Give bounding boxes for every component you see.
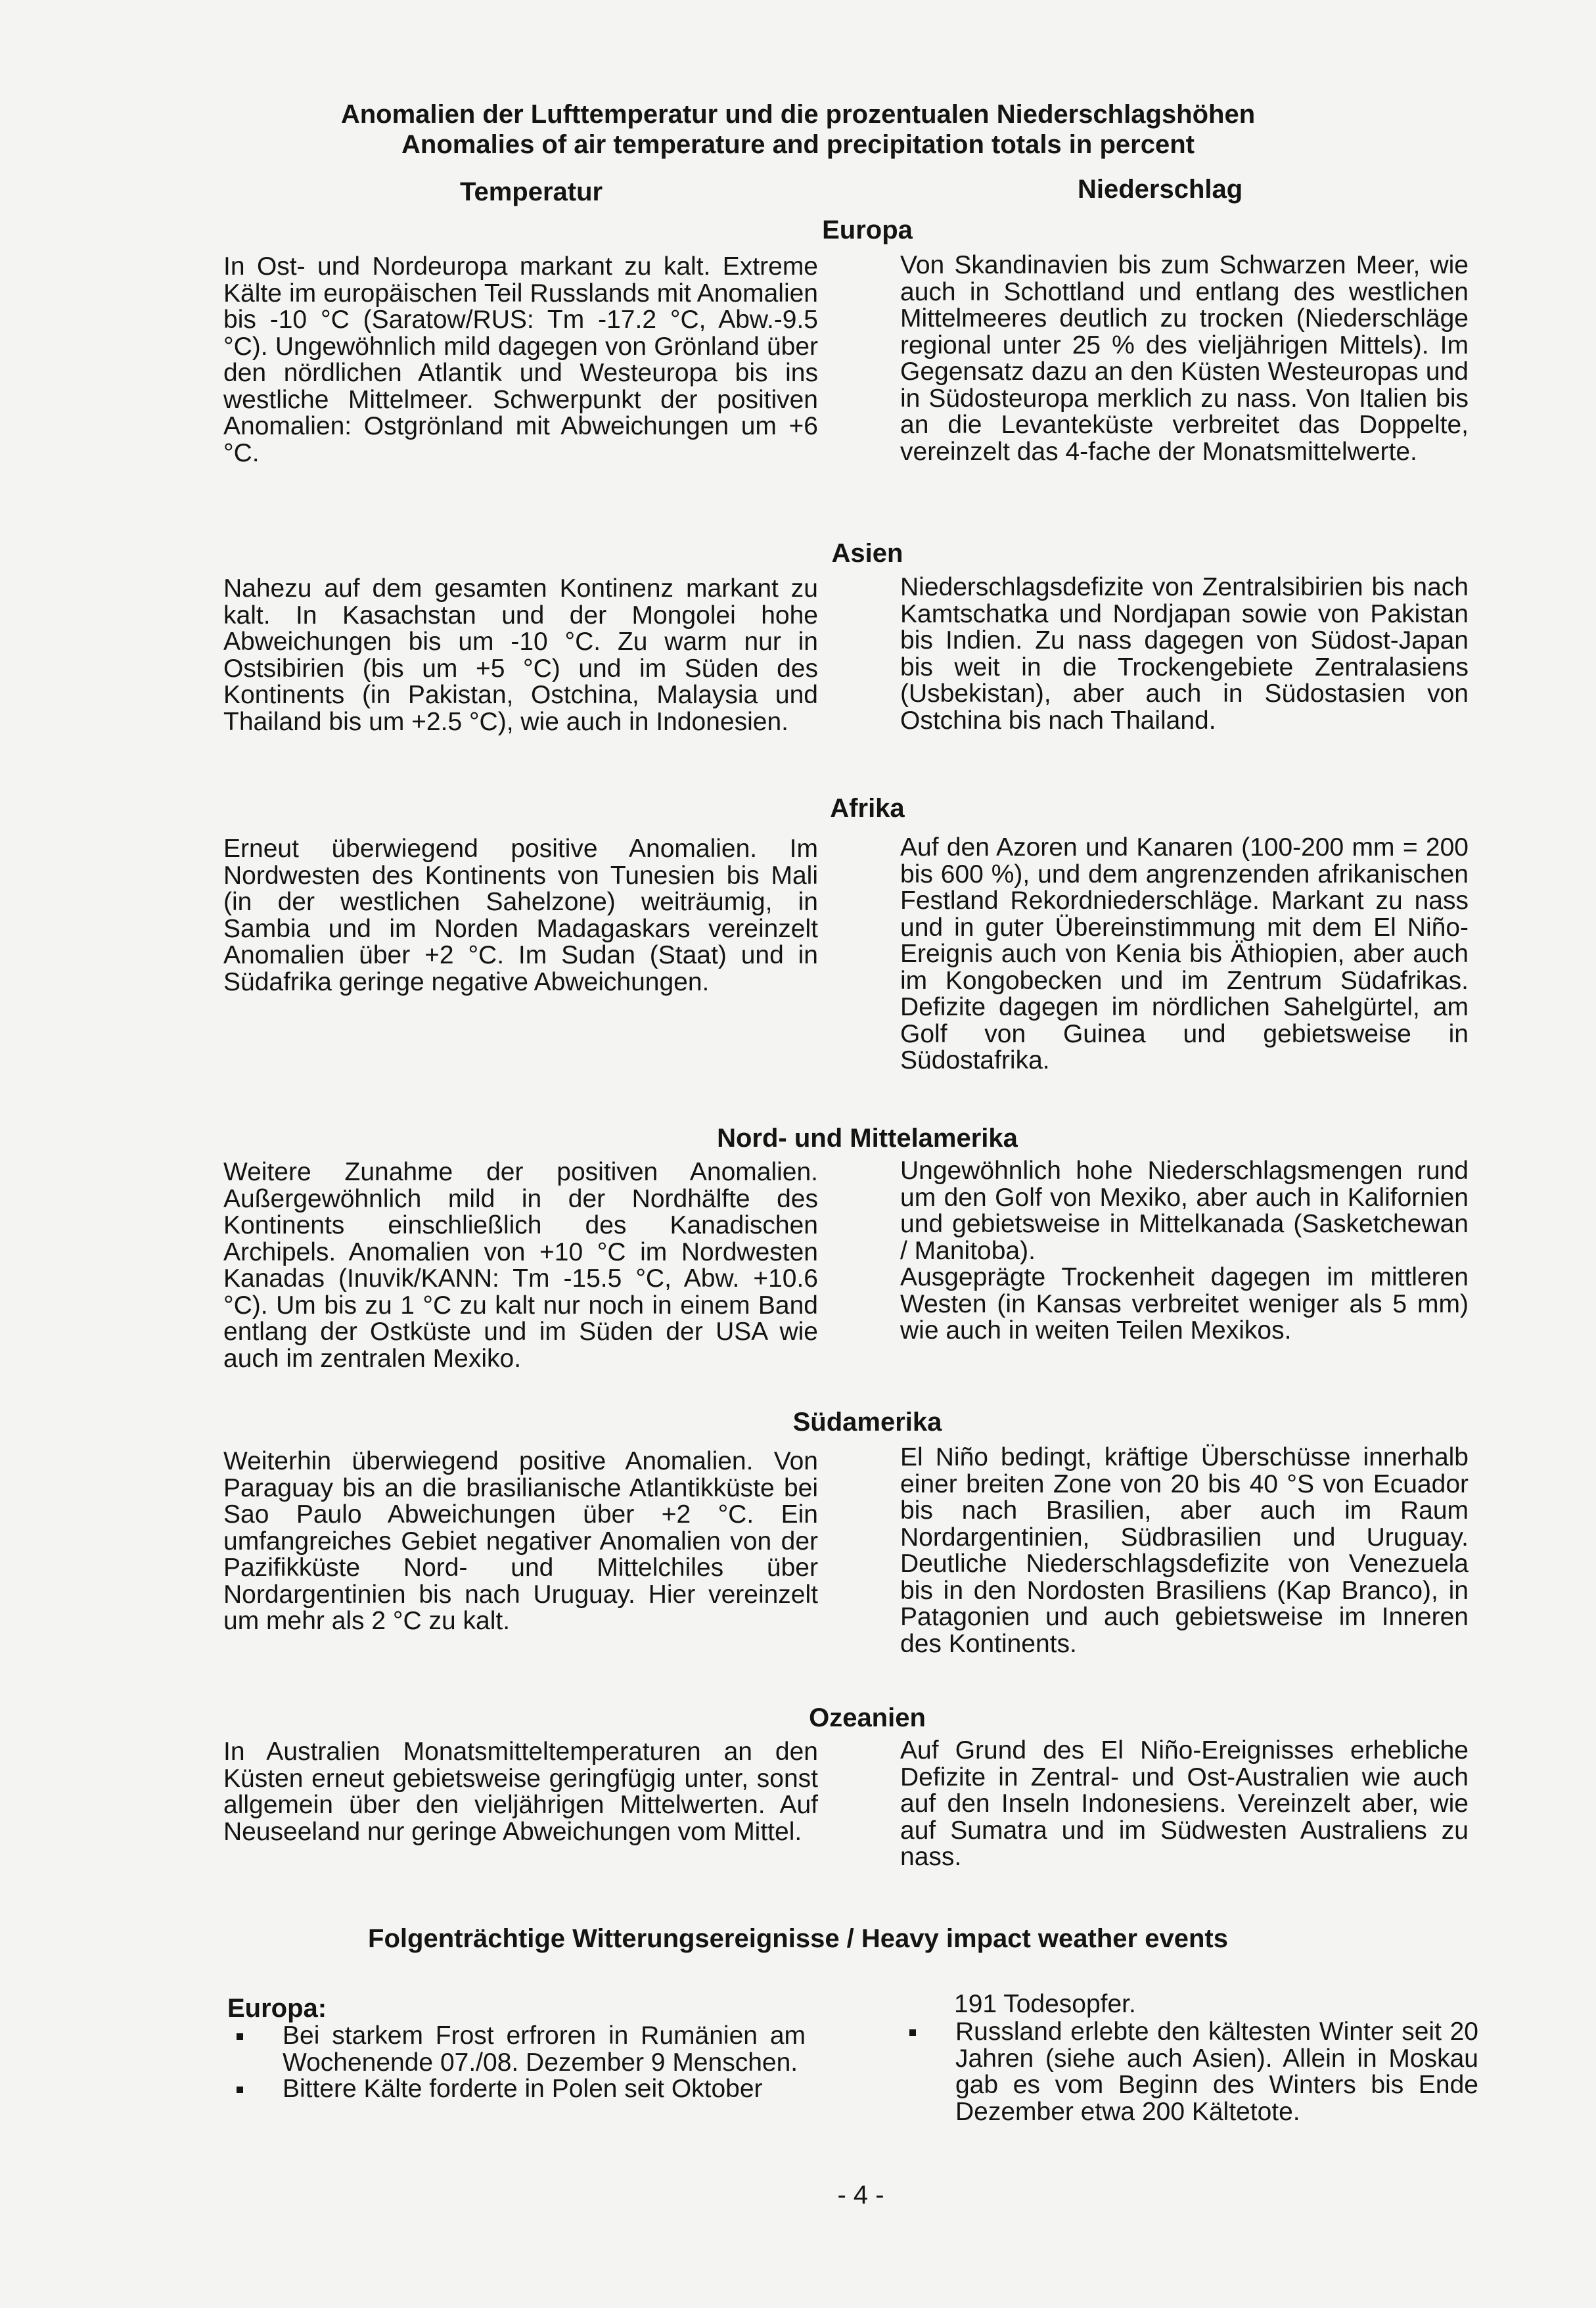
nordamerika-precipitation-text-2: Ausgeprägte Trockenheit dagegen im mittleren Westen (in Kansas verbreitet weniger als 5 mm) wie auch in weiten Teilen Mexikos. — [900, 1263, 1469, 1345]
asien-precipitation-text: Niederschlagsdefizite von Zentralsibirien bis nach Kamtschatka und Nordjapan sowie von Pakistan bis Indien. Zu nass dagegen von Südost-Japan bis weit in die Trockengebiete Zentralasiens (Usbekistan), aber auch in Südostasien von Ostchina bis nach Thailand. — [900, 573, 1469, 735]
page-number: - 4 - — [837, 2181, 884, 2209]
event-item: Bittere Kälte forderte in Polen seit Oktober — [227, 2076, 806, 2103]
region-heading-afrika: Afrika — [830, 794, 905, 823]
region-heading-asien: Asien — [831, 539, 903, 568]
events-heading: Folgenträchtige Witterungsereignisse / Heavy impact weather events — [368, 1924, 1228, 1953]
event-item: Russland erlebte den kältesten Winter seit 20 Jahren (siehe auch Asien). Allein in Moskau gab es vom Beginn des Winters bis Ende Dezember etwa 200 Kältetote. — [900, 2019, 1478, 2125]
title-german: Anomalien der Lufttemperatur und die prozentualen Niederschlagshöhen — [340, 100, 1256, 129]
europa-precipitation-text: Von Skandinavien bis zum Schwarzen Meer, wie auch in Schottland und entlang des westlichen Mittelmeeres deutlich zu trocken (Niederschläge regional unter 25 % des vieljährigen Mittels). Im Gegensatz dazu an den Küsten Westeuropas und in Südosteuropa merklich zu nass. Von Italien bis an die Levanteküste verbreitet das Doppelte, vereinzelt das 4-fache der Monatsmittelwerte. — [900, 251, 1469, 466]
title-english: Anomalies of air temperature and precipitation totals in percent — [401, 130, 1195, 159]
event-item: Bei starkem Frost erfroren in Rumänien am Wochenende 07./08. Dezember 9 Menschen. — [227, 2023, 806, 2076]
events-region-europa: Europa: — [227, 1994, 327, 2023]
column-heading-precipitation: Niederschlag — [1078, 175, 1243, 204]
region-heading-europa: Europa — [822, 216, 913, 244]
region-heading-ozeanien: Ozeanien — [809, 1703, 926, 1732]
asien-temperature-text: Nahezu auf dem gesamten Kontinenz markant zu kalt. In Kasachstan und der Mongolei hohe Abweichungen bis um -10 °C. Zu warm nur in Ostsibirien (bis um +5 °C) und im Süden des Kontinents (in Pakistan, Ostchina, Malaysia und Thailand bis um +2.5 °C), wie auch in Indonesien. — [223, 574, 818, 736]
events-list-left — [227, 2023, 806, 2103]
ozeanien-precipitation-text: Auf Grund des El Niño-Ereignisses erhebliche Defizite in Zentral- und Ost-Australien wie auch auf den Inseln Indonesiens. Vereinzelt aber, wie auf Sumatra und im Südwesten Australiens zu nass. — [900, 1736, 1469, 1871]
suedamerika-temperature-text: Weiterhin überwiegend positive Anomalien. Von Paraguay bis an die brasilianische Atlantikküste bei Sao Paulo Abweichungen über +2 °C. Ein umfangreiches Gebiet negativer Anomalien von der Pazifikküste Nord- und Mittelchiles über Nordargentinien bis nach Uruguay. Hier vereinzelt um mehr als 2 °C zu kalt. — [223, 1447, 818, 1635]
column-heading-temperature: Temperatur — [460, 177, 603, 206]
ozeanien-temperature-text: In Australien Monatsmitteltemperaturen an den Küsten erneut gebietsweise geringfügig unter, sonst allgemein über den vieljährigen Mittelwerten. Auf Neuseeland nur geringe Abweichungen vom Mittel. — [223, 1738, 818, 1846]
afrika-precipitation-text: Auf den Azoren und Kanaren (100-200 mm = 200 bis 600 %), und dem angrenzenden afrikanischen Festland Rekordniederschläge. Markant zu nass und in guter Übereinstimmung mit dem El Niño-Ereignis auch von Kenia bis Äthiopien, aber auch im Kongobecken und im Zentrum Südafrikas. Defizite dagegen im nördlichen Sahelgürtel, am Golf von Guinea und gebietsweise in Südostafrika. — [900, 833, 1469, 1074]
region-heading-nord-mittelamerika: Nord- und Mittelamerika — [717, 1124, 1018, 1153]
suedamerika-precipitation-text: El Niño bedingt, kräftige Überschüsse innerhalb einer breiten Zone von 20 bis 40 °S von Ecuador bis nach Brasilien, aber auch im Raum Nordargentinien, Südbrasilien und Uruguay. Deutliche Niederschlagsdefizite von Venezuela bis in den Nordosten Brasiliens (Kap Branco), in Patagonien und auch gebietsweise im Inneren des Kontinents. — [900, 1443, 1469, 1658]
nordamerika-temperature-text: Weitere Zunahme der positiven Anomalien. Außergewöhnlich mild in der Nordhälfte des Kontinents einschließlich des Kanadischen Archipels. Anomalien von +10 °C im Nordwesten Kanadas (Inuvik/KANN: Tm -15.5 °C, Abw. +10.6 °C). Um bis zu 1 °C zu kalt nur noch in einem Band entlang der Ostküste und im Süden der USA wie auch im zentralen Mexiko. — [223, 1158, 818, 1373]
event-continuation: 191 Todesopfer. — [954, 1990, 1136, 2018]
afrika-temperature-text: Erneut überwiegend positive Anomalien. Im Nordwesten des Kontinents von Tunesien bis Mali (in der westlichen Sahelzone) weiträumig, in Sambia und im Norden Madagaskars vereinzelt Anomalien über +2 °C. Im Sudan (Staat) und in Südafrika geringe negative Abweichungen. — [223, 835, 818, 996]
europa-temperature-text: In Ost- und Nordeuropa markant zu kalt. Extreme Kälte im europäischen Teil Russlands mit Anomalien bis -10 °C (Saratow/RUS: Tm -17.2 °C, Abw.-9.5 °C). Ungewöhnlich mild dagegen von Grönland über den nördlichen Atlantik und Westeuropa bis ins westliche Mittelmeer. Schwerpunkt der positiven Anomalien: Ostgrönland mit Abweichungen um +6 °C. — [223, 252, 818, 467]
nordamerika-precipitation-text: Ungewöhnlich hohe Niederschlagsmengen rund um den Golf von Mexiko, aber auch in Kalifornien und gebietsweise in Mittelkanada (Sasketchewan / Manitoba). — [900, 1157, 1469, 1265]
events-list-right — [900, 2019, 1478, 2125]
region-heading-suedamerika: Südamerika — [792, 1408, 942, 1437]
